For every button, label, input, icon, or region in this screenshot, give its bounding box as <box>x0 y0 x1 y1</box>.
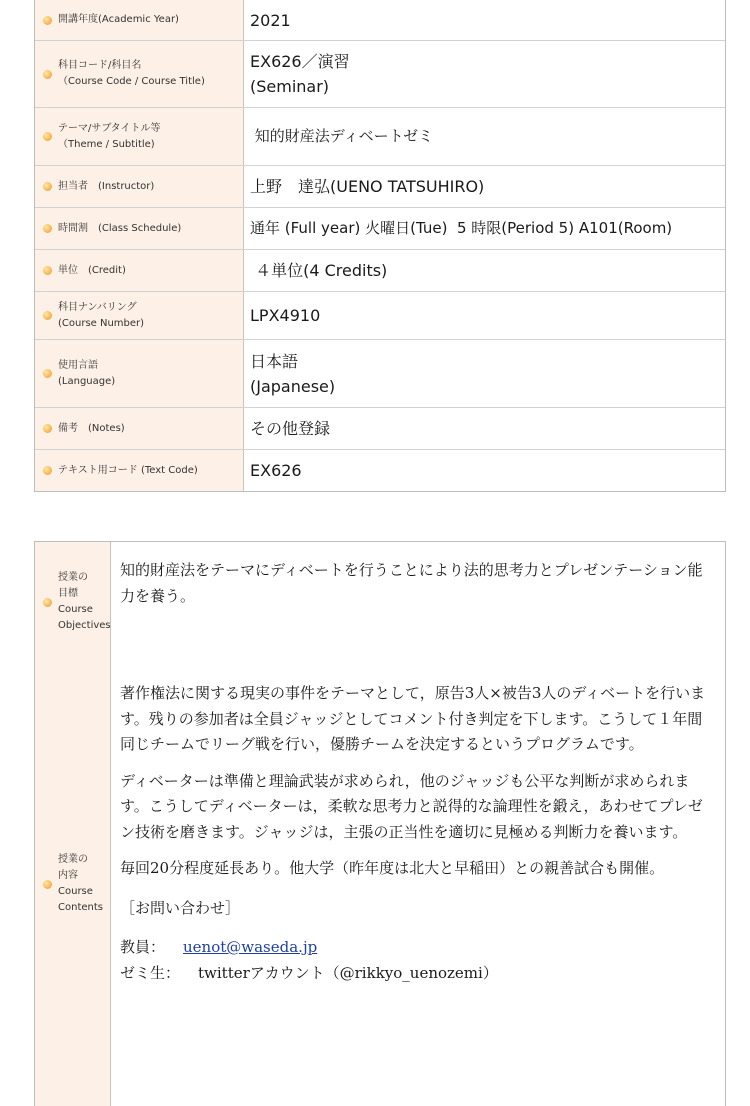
bullet-icon <box>43 369 52 378</box>
bullet-icon <box>43 598 52 607</box>
contents-paragraph: ディベーターは準備と理論武装が求められ，他のジャッジも公平な判断が求められます。こうしてディベーターは，柔軟な思考力と説得的な論理性を鍛え，あわせてプレゼン技術を磨きます。ジャッジは，主張の正当性を適切に見極める判断力を養います。 <box>120 771 703 841</box>
row-course-title <box>35 40 725 107</box>
contents-label: 授業の 内容 Course Contents <box>35 662 111 1106</box>
bullet-icon <box>43 880 52 889</box>
row-value: 知的財産法ディベートゼミ <box>250 127 434 145</box>
bullet-icon <box>43 424 52 433</box>
row-notes <box>35 407 725 449</box>
bullet-icon <box>43 182 52 191</box>
row-value: 通年 (Full year) 火曜日(Tue) 5 時限(Period 5) A101(Room) <box>250 219 673 237</box>
row-academic-year <box>35 0 725 40</box>
row-credit <box>35 249 725 291</box>
row-value: 2021 <box>250 10 291 30</box>
contents-paragraph: 著作権法に関する現実の事件をテーマとして，原告3人×被告3人のディベートを行います。残りの参加者は全員ジャッジとしてコメント付き判定を下します。こうして１年間同じチームでリーグ戦を行い，優勝チームを決定するというプログラムです。 <box>120 684 706 753</box>
bullet-icon <box>43 224 52 233</box>
bullet-icon <box>43 266 52 275</box>
bullet-icon <box>43 311 52 320</box>
faculty-email-link[interactable]: uenot@waseda.jp <box>183 938 318 956</box>
row-label: テーマ/サブタイトル等 （Theme / Subtitle) <box>35 108 244 165</box>
row-label: テキスト用コード (Text Code) <box>35 450 244 491</box>
row-schedule <box>35 207 725 249</box>
row-value: その他登録 <box>250 419 331 438</box>
row-label: 備考 (Notes) <box>35 408 244 449</box>
row-value: ４単位(4 Credits) <box>250 261 388 280</box>
row-label: 科目コード/科目名 （Course Code / Course Title) <box>35 41 244 107</box>
row-value: LPX4910 <box>250 306 321 325</box>
row-label: 使用言語 (Language) <box>35 340 244 407</box>
row-theme <box>35 107 725 165</box>
bullet-icon <box>43 132 52 141</box>
row-label: 科目ナンバリング (Course Number) <box>35 292 244 339</box>
row-value: 上野 達弘(UENO TATSUHIRO) <box>250 177 485 196</box>
objectives-row <box>35 542 725 662</box>
course-info-table <box>34 0 726 492</box>
objectives-label: 授業の 目標 Course Objectives <box>35 542 111 662</box>
row-value: EX626／演習 (Seminar) <box>250 52 350 96</box>
contents-paragraph: 毎回20分程度延長あり。他大学（昨年度は北大と早稲田）との親善試合も開催。 <box>120 859 665 877</box>
contents-row <box>35 662 725 1106</box>
bullet-icon <box>43 466 52 475</box>
inquiry-heading: ［お問い合わせ］ <box>120 898 241 917</box>
objectives-text: 知的財産法をテーマにディベートを行うことにより法的思考力とプレゼンテーション能力を養う。 <box>120 561 703 605</box>
row-text-code <box>35 449 725 491</box>
row-language <box>35 339 725 407</box>
row-label: 時間割 (Class Schedule) <box>35 208 244 249</box>
row-value: 日本語 (Japanese) <box>250 351 336 396</box>
bullet-icon <box>43 16 52 25</box>
row-label: 担当者 (Instructor) <box>35 166 244 207</box>
row-course-number <box>35 291 725 339</box>
row-label: 開講年度(Academic Year) <box>35 0 244 40</box>
row-label: 単位 (Credit) <box>35 250 244 291</box>
faculty-contact: 教員： uenot@waseda.jp <box>120 938 318 956</box>
contents-text <box>111 662 725 1106</box>
row-value: EX626 <box>250 461 302 480</box>
course-description-table <box>34 541 726 1106</box>
bullet-icon <box>43 70 52 79</box>
student-contact: ゼミ生： twitterアカウント（@rikkyo_uenozemi） <box>120 963 498 982</box>
row-instructor <box>35 165 725 207</box>
